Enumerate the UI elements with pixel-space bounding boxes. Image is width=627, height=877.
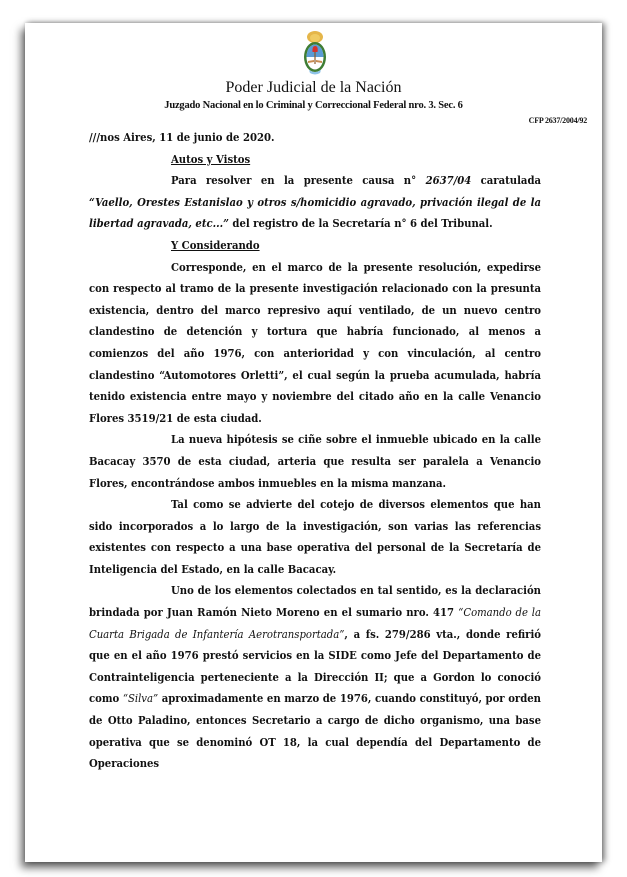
document-page [25,23,602,862]
p5-text-c: aproximadamente en marzo de 1976, cuando constituyó, por orden de Otto Paladino, entonces Secretario a cargo de dicho organismo, una base operativa que se denominó OT 18, la cual dependía del Departamento de Operaciones [89,691,541,771]
date-line: ///nos Aires, 11 de junio de 2020. [89,130,275,144]
alias-silva: “Silva” [122,692,159,706]
paragraph-nueva-hipotesis: La nueva hipótesis se ciñe sobre el inmueble ubicado en la calle Bacacay 3570 de esta ciudad, arteria que resulta ser paralela a Venancio Flores, encontrándose ambos inmuebles en la misma manzana. [89,432,541,490]
p5-text-b: , a fs. 279/286 vta., donde refirió que en el año 1976 prestó servicios en la SIDE como Jefe del Departamento de Contrainteligencia perteneciente a la Dirección II; que a Gordon lo conoció como [89,626,542,706]
court-title: Poder Judicial de la Nación [225,79,402,96]
paragraph-resolver [89,170,541,235]
paragraph-tal-como: Tal como se advierte del cotejo de diversos elementos que han sido incorporados a lo largo de la investigación, son varias las referencias existentes con respecto a una base operativa del personal de la Secretaría de Inteligencia del Estado, en la calle Bacacay. [89,497,541,576]
case-caption: “Vaello, Orestes Estanislao y otros s/homicidio agravado, privación ilegal de la libertad agravada, etc...” [89,194,541,231]
heading-y-considerando: Y Considerando [171,237,260,252]
case-number: 2637/04 [425,173,472,188]
paragraph-uno-de-los-elementos [89,580,541,774]
phrygian-cap [312,46,317,52]
p1-text-b: caratulada [471,173,542,188]
sumario-title: “Comando de la Cuarta Brigada de Infantería Aerotransportada” [89,606,541,641]
court-subtitle: Juzgado Nacional en lo Criminal y Correccional Federal nro. 3. Sec. 6 [164,100,463,111]
case-reference: CFP 2637/2004/92 [528,116,587,125]
p1-text-a: Para resolver en la presente causa n° [171,173,426,188]
heading-autos-y-vistos: Autos y Vistos [171,151,251,166]
paragraph-corresponde: Corresponde, en el marco de la presente resolución, expedirse con respecto al tramo de la presente investigación relacionado con la presunta existencia, dentro del marco represivo aquí ventilado, de un nuevo centro clandestino de detención y tortura que habría funcionado, al menos a comienzos del año 1976, con anterioridad y con vinculación, al centro clandestino “Automotores Orletti”, el cual según la prueba acumulada, habría tenido existencia entre mayo y noviembre del citado año en la calle Venancio Flores 3519/21 de esta ciudad. [89,259,541,425]
document-body [89,127,541,775]
sun-rays [307,31,323,43]
p1-text-c: del registro de la Secretaría n° 6 del Tribunal. [228,216,493,231]
p5-text-a: Uno de los elementos colectados en tal sentido, es la declaración brindada por Juan Ramón Nieto Moreno en el sumario nro. 417 [89,583,541,620]
argentina-coat-of-arms-icon [302,28,328,78]
